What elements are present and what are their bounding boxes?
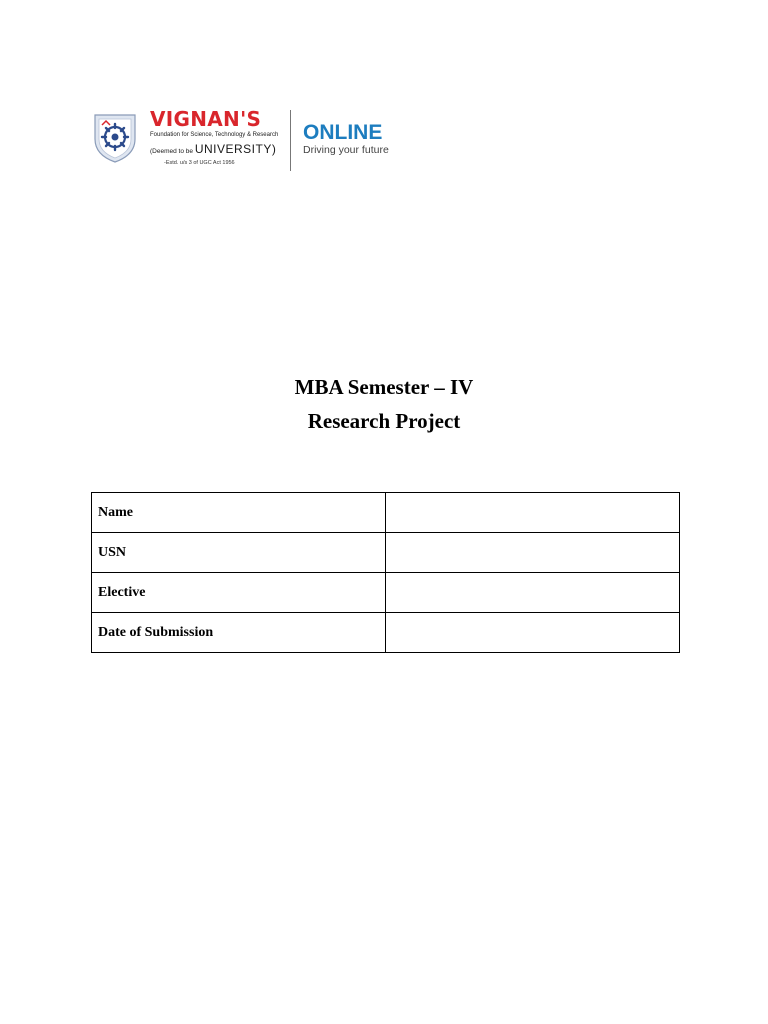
table-row [92,533,680,573]
elective-value[interactable] [386,573,680,613]
brand-block [150,108,278,167]
brand-name: VIGNAN'S [150,107,262,131]
table-row [92,613,680,653]
date-of-submission-label: Date of Submission [92,613,386,653]
elective-label: Elective [92,573,386,613]
established-note: -Estd. u/s 3 of UGC Act 1956 [164,160,235,166]
university-logo [92,108,392,172]
title-line-1: MBA Semester – IV [294,375,474,399]
name-label: Name [92,493,386,533]
student-info-table [91,492,680,653]
brand-tagline: Foundation for Science, Technology & Research [150,132,279,138]
page-title [0,370,768,438]
usn-label: USN [92,533,386,573]
usn-value[interactable] [386,533,680,573]
university-emblem-icon [92,111,138,163]
name-value[interactable] [386,493,680,533]
online-title: ONLINE [303,121,383,144]
deemed-text: (Deemed to be [150,148,193,155]
deemed-university-line [150,142,278,159]
university-text: UNIVERSITY) [194,142,277,156]
logo-divider [290,110,291,171]
date-of-submission-value[interactable] [386,613,680,653]
title-line-2: Research Project [307,409,461,433]
online-block [303,122,389,157]
online-tagline: Driving your future [303,144,389,156]
table-row [92,573,680,613]
table-row [92,493,680,533]
